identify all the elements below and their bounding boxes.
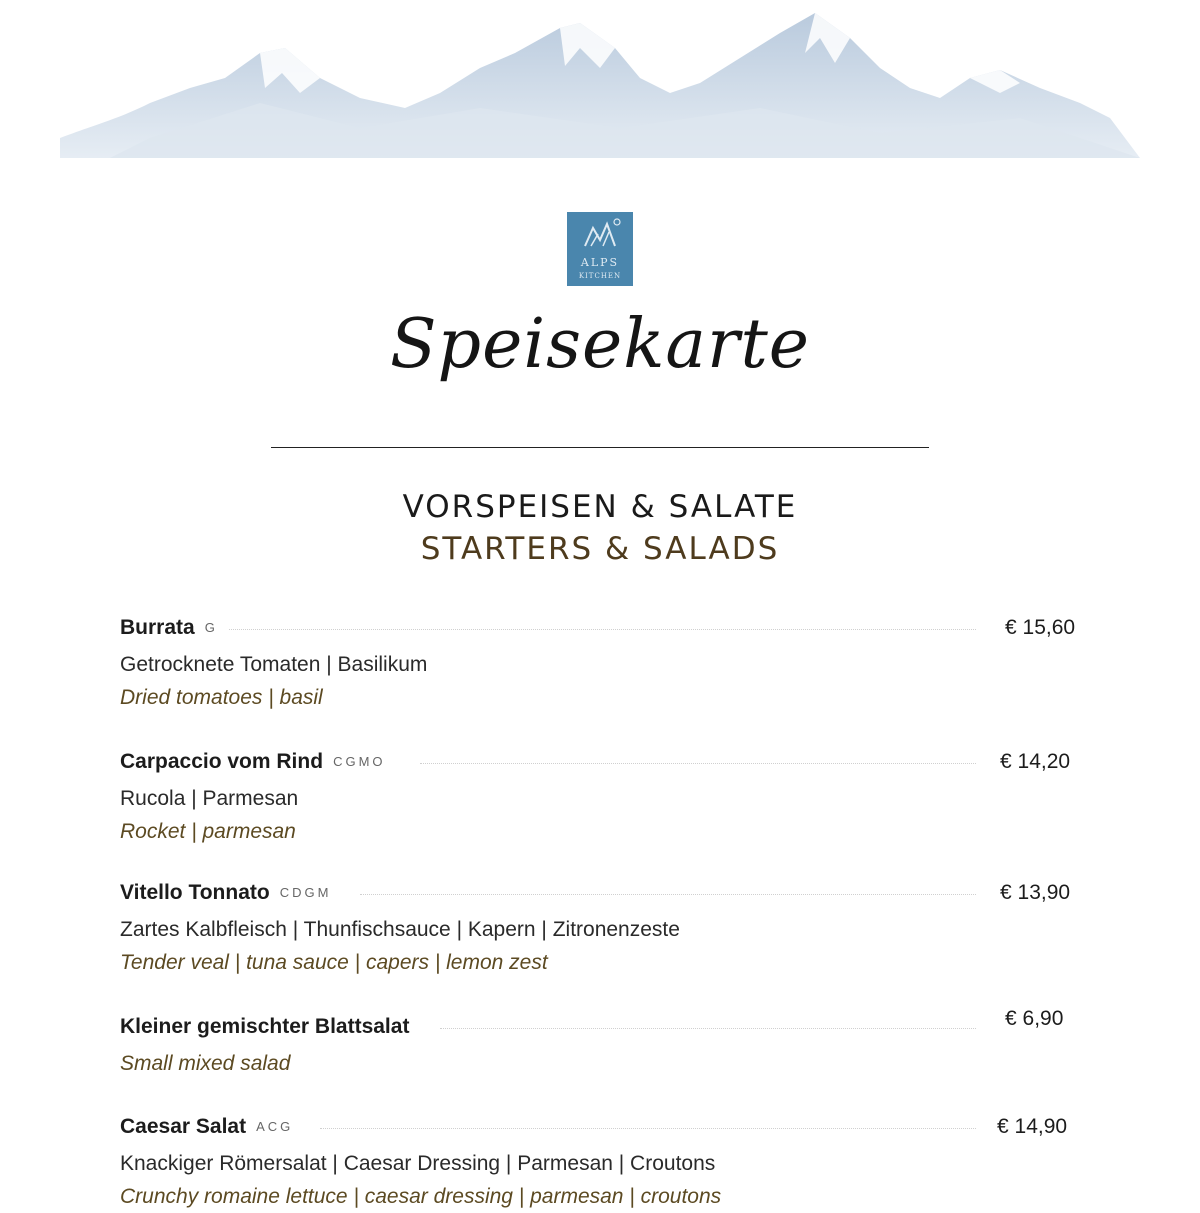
page-title: Speisekarte	[389, 305, 811, 384]
item-description-de: Rucola | Parmesan	[120, 787, 299, 810]
mountain-illustration	[60, 8, 1140, 183]
logo-text-kitchen: KITCHEN	[578, 272, 622, 280]
allergen-codes: CGMO	[333, 754, 386, 769]
item-description-en: Small mixed salad	[120, 1052, 291, 1075]
item-price: € 13,90	[1000, 881, 1071, 904]
menu-item	[120, 750, 1080, 848]
dotted-leader	[360, 894, 976, 895]
item-price: € 14,90	[997, 1115, 1068, 1138]
menu-item	[120, 1115, 1080, 1213]
menu-item	[120, 1007, 1080, 1080]
mountain-logo-icon	[567, 212, 633, 256]
item-price: € 15,60	[1005, 616, 1076, 639]
divider	[271, 447, 929, 448]
item-price: € 6,90	[1005, 1007, 1064, 1030]
item-name: Burrata G	[120, 616, 228, 640]
dotted-leader	[320, 1128, 976, 1129]
item-description-de: Knackiger Römersalat | Caesar Dressing | Parmesan | Croutons	[120, 1152, 716, 1175]
item-price: € 14,20	[1000, 750, 1071, 773]
item-description-en: Crunchy romaine lettuce | caesar dressing | parmesan | croutons	[120, 1185, 722, 1208]
dotted-leader	[440, 1028, 976, 1029]
logo	[567, 212, 633, 286]
item-description-en: Tender veal | tuna sauce | capers | lemon zest	[120, 951, 548, 974]
item-description-en: Rocket | parmesan	[120, 820, 296, 843]
menu-item	[120, 881, 1080, 979]
dotted-leader	[220, 629, 976, 630]
section-title-de: VORSPEISEN & SALATE	[402, 489, 798, 525]
item-name: Caesar Salat ACG	[120, 1115, 303, 1139]
item-name: Carpaccio vom Rind CGMO	[120, 750, 396, 774]
logo-text-alps: ALPS	[580, 256, 620, 269]
item-description-en: Dried tomatoes | basil	[120, 686, 323, 709]
item-name: Kleiner gemischter Blattsalat	[120, 1015, 419, 1039]
allergen-codes: G	[204, 620, 218, 635]
section-title-en: STARTERS & SALADS	[420, 531, 780, 567]
dotted-leader	[420, 763, 976, 764]
allergen-codes: ACG	[256, 1119, 294, 1134]
item-name: Vitello Tonnato CDGM	[120, 881, 341, 905]
item-description-de: Getrocknete Tomaten | Basilikum	[120, 653, 428, 676]
allergen-codes: CDGM	[279, 885, 332, 900]
menu-item	[120, 616, 1080, 714]
item-description-de: Zartes Kalbfleisch | Thunfischsauce | Kapern | Zitronenzeste	[120, 918, 680, 941]
